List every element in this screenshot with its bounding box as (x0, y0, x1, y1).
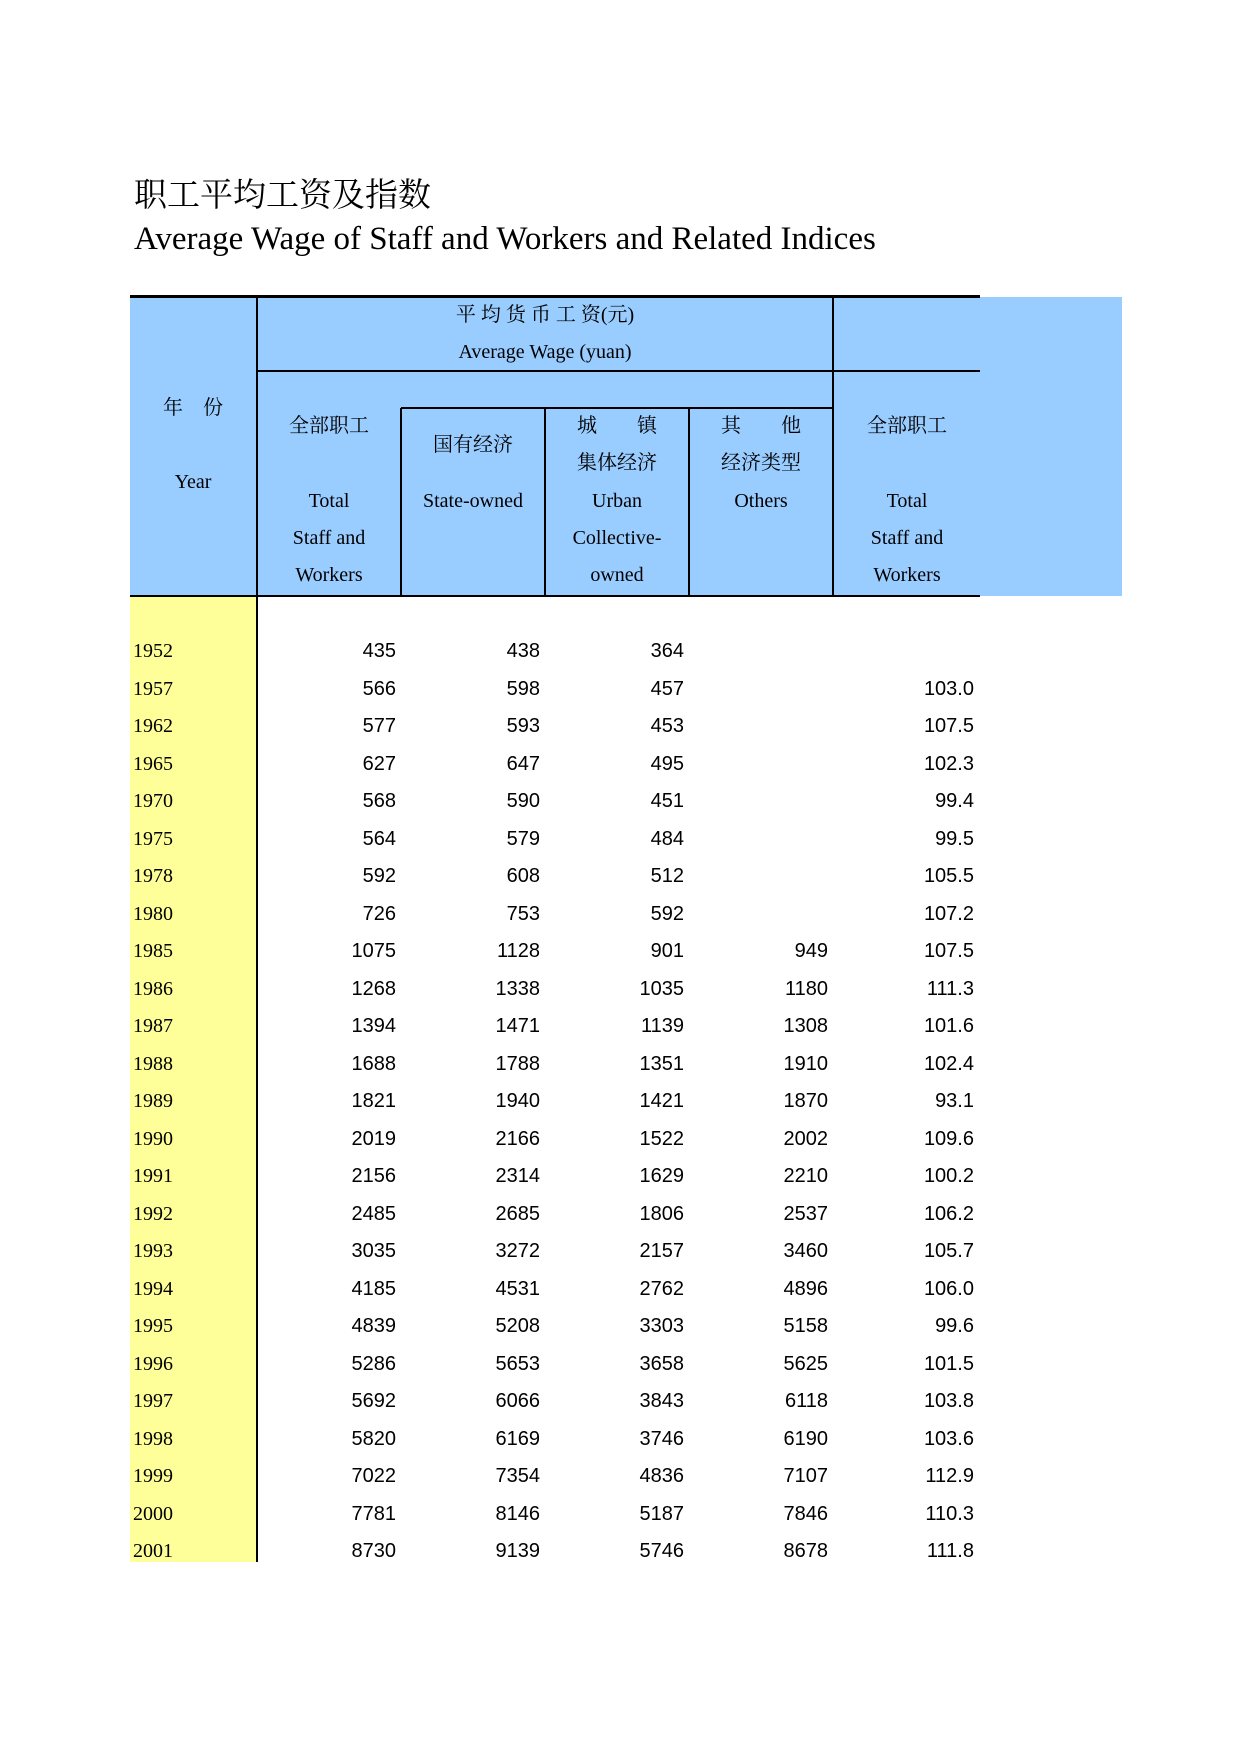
cell-state-owned: 5208 (495, 1315, 540, 1337)
cell-total: 4839 (351, 1315, 396, 1337)
cell-state-owned: 1940 (495, 1090, 540, 1112)
table-row (130, 1383, 980, 1420)
cell-year: 1989 (133, 1090, 173, 1112)
header-total-en-1: Total (308, 490, 350, 512)
cell-index-total: 102.4 (923, 1053, 974, 1075)
cell-total: 568 (362, 790, 396, 812)
header-others-en: Others (734, 490, 788, 512)
cell-total: 1688 (351, 1053, 396, 1075)
cell-state-owned: 753 (506, 903, 540, 925)
header-urban-en-2: Collective- (572, 527, 662, 549)
cell-urban-collective: 1629 (639, 1165, 684, 1187)
cell-urban-collective: 1351 (639, 1053, 684, 1075)
cell-index-total: 112.9 (925, 1465, 974, 1487)
table-row (130, 1196, 980, 1233)
table-row (130, 1421, 980, 1458)
cell-year: 1978 (133, 865, 173, 887)
cell-total: 577 (362, 715, 396, 737)
table-row (130, 933, 980, 970)
cell-year: 2000 (133, 1503, 173, 1525)
cell-total: 2019 (351, 1128, 396, 1150)
cell-year: 1975 (133, 828, 173, 850)
cell-index-total: 100.2 (923, 1165, 974, 1187)
cell-index-total: 99.6 (935, 1315, 974, 1337)
cell-state-owned: 7354 (495, 1465, 540, 1487)
header-total-en-2: Staff and (292, 527, 366, 549)
cell-index-total: 101.6 (923, 1015, 974, 1037)
cell-index-total: 101.5 (923, 1353, 974, 1375)
header-urban-en-3: owned (590, 564, 644, 586)
cell-state-owned: 593 (506, 715, 540, 737)
cell-index-total: 105.7 (923, 1240, 974, 1262)
cell-total: 5692 (351, 1390, 396, 1412)
cell-state-owned: 6169 (495, 1428, 540, 1450)
table-row (130, 671, 980, 708)
cell-total: 1821 (351, 1090, 396, 1112)
cell-urban-collective: 592 (650, 903, 684, 925)
cell-total: 564 (362, 828, 396, 850)
cell-urban-collective: 1421 (639, 1090, 684, 1112)
cell-state-owned: 3272 (495, 1240, 540, 1262)
cell-year: 1987 (133, 1015, 173, 1037)
cell-index-total: 109.6 (923, 1128, 974, 1150)
cell-urban-collective: 1522 (639, 1128, 684, 1150)
cell-year: 1965 (133, 753, 173, 775)
header-year-en: Year (174, 471, 212, 493)
cell-total: 5820 (351, 1428, 396, 1450)
cell-index-total: 105.5 (923, 865, 974, 887)
cell-others: 5625 (783, 1353, 828, 1375)
table-row (130, 1496, 980, 1533)
cell-state-owned: 579 (506, 828, 540, 850)
cell-year: 1996 (133, 1353, 173, 1375)
table-row (130, 821, 980, 858)
header-urban-cn-1: 城 镇 (577, 415, 657, 437)
cell-urban-collective: 4836 (639, 1465, 684, 1487)
cell-others: 1308 (783, 1015, 828, 1037)
header-state-cn: 国有经济 (433, 434, 513, 456)
cell-urban-collective: 512 (650, 865, 684, 887)
cell-index-total: 107.2 (923, 903, 974, 925)
cell-state-owned: 9139 (495, 1540, 540, 1562)
header-year-cn: 年 份 (163, 397, 223, 419)
cell-urban-collective: 364 (650, 640, 684, 662)
cell-urban-collective: 451 (650, 790, 684, 812)
table-row (130, 1233, 980, 1270)
cell-others: 6190 (783, 1428, 828, 1450)
cell-total: 1075 (351, 940, 396, 962)
cell-index-total: 103.6 (923, 1428, 974, 1450)
cell-state-owned: 6066 (495, 1390, 540, 1412)
cell-state-owned: 1471 (495, 1015, 540, 1037)
cell-index-total: 106.2 (923, 1203, 974, 1225)
cell-urban-collective: 453 (650, 715, 684, 737)
cell-total: 1268 (351, 978, 396, 1000)
cell-year: 1994 (133, 1278, 173, 1300)
cell-year: 1970 (133, 790, 173, 812)
cell-others: 3460 (783, 1240, 828, 1262)
cell-state-owned: 1128 (496, 940, 540, 962)
table-row (130, 971, 980, 1008)
cell-year: 1992 (133, 1203, 173, 1225)
cell-state-owned: 5653 (495, 1353, 540, 1375)
header-average-wage-en: Average Wage (yuan) (458, 341, 632, 363)
cell-others: 1870 (783, 1090, 828, 1112)
header-average-wage-cn: 平 均 货 币 工 资(元) (455, 304, 635, 326)
cell-state-owned: 647 (506, 753, 540, 775)
cell-year: 1997 (133, 1390, 173, 1412)
header-total-cn: 全部职工 (289, 415, 369, 437)
cell-total: 2485 (351, 1203, 396, 1225)
header-total-en-3: Workers (295, 564, 363, 586)
table-row (130, 858, 980, 895)
cell-total: 4185 (351, 1278, 396, 1300)
cell-others: 6118 (784, 1390, 828, 1412)
cell-state-owned: 1338 (495, 978, 540, 1000)
cell-urban-collective: 3303 (639, 1315, 684, 1337)
cell-year: 1999 (133, 1465, 173, 1487)
cell-state-owned: 438 (506, 640, 540, 662)
cell-state-owned: 608 (506, 865, 540, 887)
cell-urban-collective: 901 (650, 940, 684, 962)
cell-urban-collective: 1139 (640, 1015, 684, 1037)
cell-year: 1957 (133, 678, 173, 700)
cell-others: 7846 (783, 1503, 828, 1525)
cell-index-total: 107.5 (923, 715, 974, 737)
cell-urban-collective: 457 (650, 678, 684, 700)
cell-state-owned: 2166 (495, 1128, 540, 1150)
cell-total: 627 (362, 753, 396, 775)
cell-urban-collective: 495 (650, 753, 684, 775)
cell-urban-collective: 1035 (639, 978, 684, 1000)
cell-state-owned: 2314 (495, 1165, 540, 1187)
cell-year: 1980 (133, 903, 173, 925)
cell-others: 1910 (783, 1053, 828, 1075)
page-title-cn: 职工平均工资及指数 (134, 178, 431, 214)
table-row (130, 746, 980, 783)
header-index-total-en-3: Workers (873, 564, 941, 586)
table-row (130, 1008, 980, 1045)
cell-urban-collective: 484 (650, 828, 684, 850)
cell-urban-collective: 5746 (639, 1540, 684, 1562)
header-others-cn-2: 经济类型 (721, 452, 801, 474)
cell-urban-collective: 2762 (639, 1278, 684, 1300)
table-row (130, 1083, 980, 1120)
cell-others: 8678 (783, 1540, 828, 1562)
table-row (130, 1271, 980, 1308)
table-row (130, 708, 980, 745)
cell-total: 592 (362, 865, 396, 887)
table-row (130, 1121, 980, 1158)
cell-index-total: 102.3 (923, 753, 974, 775)
cell-state-owned: 1788 (495, 1053, 540, 1075)
cell-year: 1990 (133, 1128, 173, 1150)
cell-year: 1991 (133, 1165, 173, 1187)
cell-urban-collective: 1806 (639, 1203, 684, 1225)
cell-others: 5158 (783, 1315, 828, 1337)
cell-total: 3035 (351, 1240, 396, 1262)
table-row (130, 1533, 980, 1570)
cell-urban-collective: 3746 (639, 1428, 684, 1450)
cell-total: 7022 (351, 1465, 396, 1487)
table-row (130, 896, 980, 933)
header-others-cn-1: 其 他 (721, 415, 801, 437)
header-urban-en-1: Urban (592, 490, 642, 512)
cell-year: 2001 (133, 1540, 173, 1562)
cell-year: 1986 (133, 978, 173, 1000)
cell-state-owned: 8146 (495, 1503, 540, 1525)
cell-urban-collective: 5187 (639, 1503, 684, 1525)
cell-others: 2210 (783, 1165, 828, 1187)
cell-total: 1394 (351, 1015, 396, 1037)
cell-index-total: 103.0 (923, 678, 974, 700)
cell-total: 7781 (351, 1503, 396, 1525)
cell-index-total: 99.4 (935, 790, 974, 812)
cell-index-total: 103.8 (923, 1390, 974, 1412)
cell-index-total: 93.1 (935, 1090, 974, 1112)
cell-state-owned: 590 (506, 790, 540, 812)
cell-others: 949 (794, 940, 828, 962)
cell-total: 5286 (351, 1353, 396, 1375)
cell-index-total: 110.3 (925, 1503, 974, 1525)
header-index-total-en-1: Total (886, 490, 928, 512)
cell-others: 4896 (783, 1278, 828, 1300)
cell-others: 7107 (783, 1465, 828, 1487)
cell-year: 1995 (133, 1315, 173, 1337)
cell-state-owned: 598 (506, 678, 540, 700)
cell-urban-collective: 2157 (639, 1240, 684, 1262)
cell-year: 1985 (133, 940, 173, 962)
cell-index-total: 99.5 (935, 828, 974, 850)
cell-others: 1180 (784, 978, 828, 1000)
cell-index-total: 107.5 (923, 940, 974, 962)
table-row (130, 1346, 980, 1383)
cell-others: 2537 (783, 1203, 828, 1225)
table-row (130, 1308, 980, 1345)
cell-year: 1952 (133, 640, 173, 662)
cell-total: 2156 (351, 1165, 396, 1187)
cell-index-total: 106.0 (923, 1278, 974, 1300)
cell-index-total: 111.8 (926, 1540, 974, 1562)
cell-year: 1988 (133, 1053, 173, 1075)
cell-total: 435 (362, 640, 396, 662)
cell-others: 2002 (783, 1128, 828, 1150)
cell-index-total: 111.3 (926, 978, 974, 1000)
table-row (130, 1158, 980, 1195)
cell-total: 8730 (351, 1540, 396, 1562)
cell-state-owned: 4531 (495, 1278, 540, 1300)
table-row (130, 1458, 980, 1495)
cell-total: 726 (362, 903, 396, 925)
cell-total: 566 (362, 678, 396, 700)
header-index-total-en-2: Staff and (870, 527, 944, 549)
cell-year: 1998 (133, 1428, 173, 1450)
cell-year: 1962 (133, 715, 173, 737)
header-index-total-cn: 全部职工 (867, 415, 947, 437)
cell-state-owned: 2685 (495, 1203, 540, 1225)
table-row (130, 633, 980, 670)
header-urban-cn-2: 集体经济 (577, 452, 657, 474)
cell-year: 1993 (133, 1240, 173, 1262)
cell-urban-collective: 3658 (639, 1353, 684, 1375)
header-state-en: State-owned (423, 490, 523, 512)
cell-urban-collective: 3843 (639, 1390, 684, 1412)
table-row (130, 1046, 980, 1083)
table-row (130, 783, 980, 820)
page-title-en: Average Wage of Staff and Workers and Related Indices (134, 221, 876, 257)
